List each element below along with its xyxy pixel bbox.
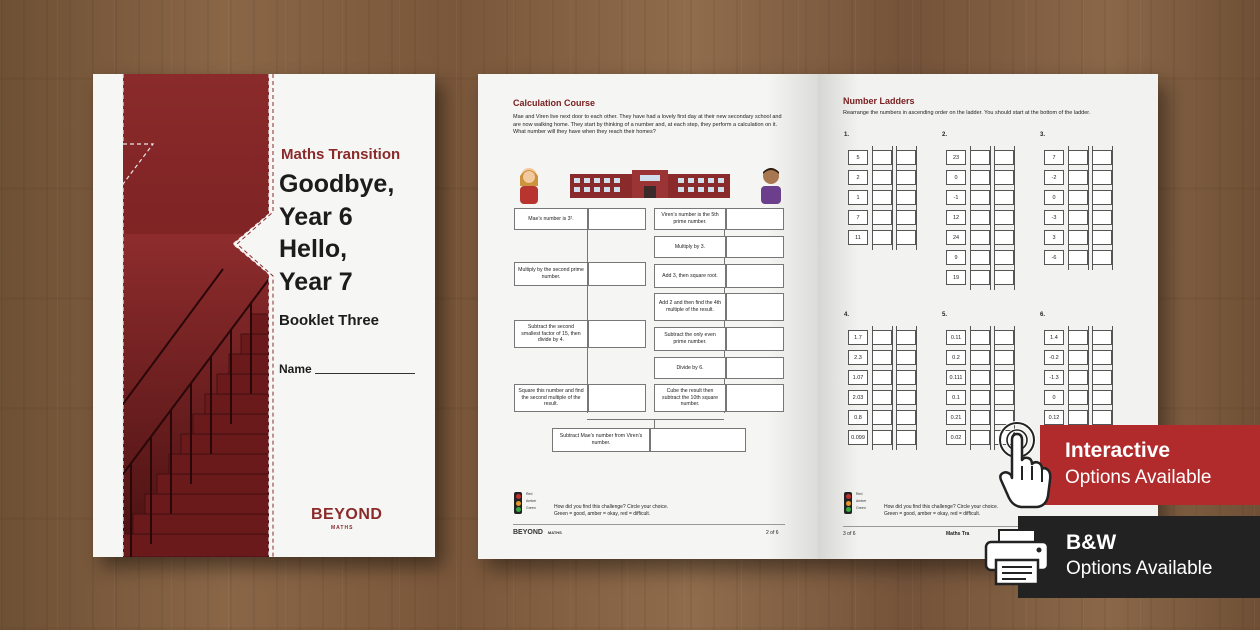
ladder-rung[interactable] bbox=[896, 150, 916, 165]
ladder-rung[interactable] bbox=[872, 370, 892, 385]
ladder-rung[interactable] bbox=[994, 350, 1014, 365]
badge-title: B&W bbox=[1066, 531, 1117, 554]
answer-box[interactable] bbox=[726, 327, 784, 351]
ladder-rung[interactable] bbox=[970, 190, 990, 205]
ladder-number: 4. bbox=[844, 312, 850, 318]
ladder-rung[interactable] bbox=[896, 350, 916, 365]
ladder-value: 24 bbox=[946, 230, 966, 245]
viren-step: Viren’s number is the 5th prime number. bbox=[654, 208, 726, 230]
ladder-rung[interactable] bbox=[1092, 170, 1112, 185]
viren-step: Divide by 6. bbox=[654, 357, 726, 379]
cover-title-line: Goodbye, bbox=[279, 170, 395, 198]
ladder-rung[interactable] bbox=[896, 190, 916, 205]
ladder-rung[interactable] bbox=[970, 150, 990, 165]
ladder-rung[interactable] bbox=[994, 150, 1014, 165]
ladder-rung[interactable] bbox=[970, 250, 990, 265]
ladder-rung[interactable] bbox=[1068, 170, 1088, 185]
ladder-rung[interactable] bbox=[872, 350, 892, 365]
ladder-value: 1.07 bbox=[848, 370, 868, 385]
ladder-rung[interactable] bbox=[1068, 210, 1088, 225]
ladder-rail bbox=[1014, 146, 1015, 290]
ladder-rung[interactable] bbox=[1092, 410, 1112, 425]
ladder-rail bbox=[892, 326, 893, 450]
mae-step: Multiply by the second prime number. bbox=[514, 262, 588, 286]
traffic-label-red: Red bbox=[526, 492, 533, 496]
viren-step: Add 3, then square root. bbox=[654, 264, 726, 288]
flow-connector bbox=[654, 419, 655, 428]
ladder-number: 3. bbox=[1040, 132, 1046, 138]
traffic-label-amber: Amber bbox=[856, 499, 867, 503]
ladder-value: 0.8 bbox=[848, 410, 868, 425]
ladder-value: 2 bbox=[848, 170, 868, 185]
ladder-number: 2. bbox=[942, 132, 948, 138]
ladder-rung[interactable] bbox=[970, 390, 990, 405]
ladder-rung[interactable] bbox=[970, 370, 990, 385]
traffic-label-red: Red bbox=[856, 492, 863, 496]
page-title: Calculation Course bbox=[513, 98, 596, 108]
ladder-rung[interactable] bbox=[872, 230, 892, 245]
ladder-rung[interactable] bbox=[994, 190, 1014, 205]
ladder-value: 0 bbox=[1044, 190, 1064, 205]
ladder-rung[interactable] bbox=[1092, 230, 1112, 245]
ladder-value: -1.3 bbox=[1044, 370, 1064, 385]
ladder-rung[interactable] bbox=[994, 250, 1014, 265]
interactive-options-badge[interactable] bbox=[1040, 425, 1260, 505]
cover-name-line bbox=[315, 373, 415, 374]
ladder-rung[interactable] bbox=[896, 170, 916, 185]
ladder-rung[interactable] bbox=[896, 390, 916, 405]
ladder-value: 0.21 bbox=[946, 410, 966, 425]
footer-key: Green = good, amber = okay, red = difficult. bbox=[884, 511, 981, 517]
ladder-value: 9 bbox=[946, 250, 966, 265]
traffic-label-green: Green bbox=[526, 506, 536, 510]
ladder-value: 23 bbox=[946, 150, 966, 165]
ladder-number: 1. bbox=[844, 132, 850, 138]
traffic-label-green: Green bbox=[856, 506, 866, 510]
school-illustration bbox=[570, 170, 730, 198]
ladder-rung[interactable] bbox=[970, 210, 990, 225]
footer-question: How did you find this challenge? Circle your choice. bbox=[884, 504, 999, 510]
ladder-rung[interactable] bbox=[970, 430, 990, 445]
ladder-rail bbox=[892, 146, 893, 250]
answer-box[interactable] bbox=[650, 428, 746, 452]
mae-step: Square this number and find the second multiple of the result. bbox=[514, 384, 588, 412]
mae-illustration bbox=[514, 164, 544, 204]
answer-box[interactable] bbox=[588, 208, 646, 230]
ladder-rung[interactable] bbox=[872, 170, 892, 185]
ladder-rung[interactable] bbox=[872, 210, 892, 225]
ladder-rung[interactable] bbox=[1068, 350, 1088, 365]
answer-box[interactable] bbox=[588, 384, 646, 412]
ladder-value: -3 bbox=[1044, 210, 1064, 225]
cover-title-line: Year 6 bbox=[279, 202, 353, 231]
ladder-rung[interactable] bbox=[872, 390, 892, 405]
ladder-rung[interactable] bbox=[994, 230, 1014, 245]
ladder-number: 5. bbox=[942, 312, 948, 318]
footer-logo-text: BEYOND bbox=[513, 529, 543, 536]
bw-options-badge[interactable] bbox=[1018, 516, 1260, 598]
ladder-rung[interactable] bbox=[896, 230, 916, 245]
cover-booklet-number: Booklet Three bbox=[279, 312, 380, 329]
ladder-rung[interactable] bbox=[1068, 150, 1088, 165]
answer-box[interactable] bbox=[726, 384, 784, 412]
answer-box[interactable] bbox=[726, 208, 784, 230]
viren-illustration bbox=[756, 164, 786, 204]
ladder-rail bbox=[1112, 146, 1113, 270]
ladder-rail bbox=[1112, 326, 1113, 430]
ladder-value: 0.111 bbox=[946, 370, 966, 385]
answer-box[interactable] bbox=[726, 264, 784, 288]
ladder-rung[interactable] bbox=[896, 370, 916, 385]
ladder-value: 0.1 bbox=[946, 390, 966, 405]
ladder-value: 0.099 bbox=[848, 430, 868, 445]
cover-title bbox=[279, 168, 429, 298]
ladder-rail bbox=[916, 146, 917, 250]
ladder-value: 7 bbox=[848, 210, 868, 225]
ladder-rung[interactable] bbox=[1092, 250, 1112, 265]
ladder-value: 1.4 bbox=[1044, 330, 1064, 345]
footer-question: How did you find this challenge? Circle your choice. bbox=[554, 504, 669, 510]
ladder-value: 3 bbox=[1044, 230, 1064, 245]
ladder-value: 1 bbox=[848, 190, 868, 205]
page-title: Number Ladders bbox=[843, 96, 915, 106]
ladder-rail bbox=[990, 146, 991, 290]
ladder-rung[interactable] bbox=[1068, 230, 1088, 245]
ladder-rung[interactable] bbox=[1092, 210, 1112, 225]
ladder-value: 0.2 bbox=[946, 350, 966, 365]
ladder-rung[interactable] bbox=[970, 170, 990, 185]
ladder-rung[interactable] bbox=[872, 190, 892, 205]
ladder-rung[interactable] bbox=[1092, 150, 1112, 165]
footer-logo-sub: MATHS bbox=[547, 530, 562, 535]
ladder-rung[interactable] bbox=[994, 210, 1014, 225]
ladder-rung[interactable] bbox=[872, 410, 892, 425]
booklet-cover bbox=[93, 74, 435, 557]
footer-right-label: Maths Tra bbox=[946, 531, 970, 537]
ladder-rung[interactable] bbox=[1068, 330, 1088, 345]
staircase-photo bbox=[123, 74, 269, 557]
footer-logo bbox=[513, 529, 562, 536]
cover-title-line: Year 7 bbox=[279, 267, 353, 296]
ladder-value: 19 bbox=[946, 270, 966, 285]
ladder-rung[interactable] bbox=[1068, 410, 1088, 425]
ladder-rung[interactable] bbox=[896, 330, 916, 345]
ladder-rung[interactable] bbox=[970, 230, 990, 245]
page-calculation-course bbox=[478, 74, 818, 559]
ladder-value: 7 bbox=[1044, 150, 1064, 165]
ladder-value: -6 bbox=[1044, 250, 1064, 265]
ladder-value: 0.02 bbox=[946, 430, 966, 445]
ladder-rung[interactable] bbox=[1092, 350, 1112, 365]
ladder-rail bbox=[1088, 326, 1089, 430]
ladder-rung[interactable] bbox=[970, 410, 990, 425]
ladder-value: 2.03 bbox=[848, 390, 868, 405]
viren-step: Add 2 and then find the 4th multiple of the result. bbox=[654, 293, 726, 321]
viren-step: Multiply by 3. bbox=[654, 236, 726, 258]
ladder-value: 5 bbox=[848, 150, 868, 165]
ladder-rung[interactable] bbox=[872, 150, 892, 165]
traffic-label-amber: Amber bbox=[526, 499, 537, 503]
ladder-value: 11 bbox=[848, 230, 868, 245]
ladder-rung[interactable] bbox=[1068, 390, 1088, 405]
ladder-value: 0 bbox=[1044, 390, 1064, 405]
ladder-number: 6. bbox=[1040, 312, 1046, 318]
viren-step: Cube the result then subtract the 10th square number. bbox=[654, 384, 726, 412]
footer-divider bbox=[513, 524, 785, 525]
viren-step: Subtract the only even prime number. bbox=[654, 327, 726, 351]
ladder-rung[interactable] bbox=[1092, 390, 1112, 405]
ladder-rung[interactable] bbox=[896, 430, 916, 445]
ladder-value: -1 bbox=[946, 190, 966, 205]
badge-subtitle: Options Available bbox=[1065, 467, 1212, 488]
ladder-rung[interactable] bbox=[896, 210, 916, 225]
mae-step: Subtract the second smallest factor of 15, then divide by 4. bbox=[514, 320, 588, 348]
mae-step: Mae’s number is 3². bbox=[514, 208, 588, 230]
ladder-rung[interactable] bbox=[970, 350, 990, 365]
ladder-rung[interactable] bbox=[896, 410, 916, 425]
ladder-rung[interactable] bbox=[994, 390, 1014, 405]
ladder-value: -2 bbox=[1044, 170, 1064, 185]
page-number: 3 of 6 bbox=[843, 531, 856, 537]
ladder-value: 2.3 bbox=[848, 350, 868, 365]
ladder-rung[interactable] bbox=[994, 170, 1014, 185]
beyond-logo: BEYOND bbox=[311, 506, 383, 523]
cover-name-label: Name bbox=[279, 362, 312, 376]
ladder-rung[interactable] bbox=[970, 270, 990, 285]
touch-hand-icon bbox=[995, 420, 1057, 510]
answer-box[interactable] bbox=[726, 236, 784, 258]
ladder-rung[interactable] bbox=[994, 270, 1014, 285]
badge-title: Interactive bbox=[1065, 439, 1171, 462]
cover-photo-band bbox=[123, 74, 269, 557]
footer-key: Green = good, amber = okay, red = difficult. bbox=[554, 511, 651, 517]
badge-subtitle: Options Available bbox=[1066, 558, 1213, 579]
ladder-rung[interactable] bbox=[1092, 370, 1112, 385]
page-intro: Mae and Viren live next door to each other. They have had a lovely first day at their new secondary school and are now walking home. They start by thinking of a number and, at each step, they perform a calculation on it. What number will they have when they reach their homes? bbox=[513, 114, 782, 136]
ladder-rung[interactable] bbox=[994, 330, 1014, 345]
page-number: 2 of 6 bbox=[766, 530, 779, 536]
ladder-value: 0 bbox=[946, 170, 966, 185]
ladder-rail bbox=[990, 326, 991, 450]
traffic-light-icon bbox=[844, 492, 852, 514]
ladder-value: 1.7 bbox=[848, 330, 868, 345]
ladder-rung[interactable] bbox=[970, 330, 990, 345]
answer-box[interactable] bbox=[726, 293, 784, 321]
printer-icon bbox=[982, 528, 1052, 586]
answer-box[interactable] bbox=[726, 357, 784, 379]
ladder-rung[interactable] bbox=[1068, 370, 1088, 385]
page-instructions: Rearrange the numbers in ascending order on the ladder. You should start at the bottom of the ladder. bbox=[843, 110, 1091, 116]
ladder-value: 12 bbox=[946, 210, 966, 225]
flow-connector bbox=[587, 419, 724, 420]
ladder-rail bbox=[916, 326, 917, 450]
answer-box[interactable] bbox=[588, 320, 646, 348]
final-step: Subtract Mae’s number from Viren’s number. bbox=[552, 428, 650, 452]
ladder-value: -0.2 bbox=[1044, 350, 1064, 365]
ladder-rung[interactable] bbox=[1068, 190, 1088, 205]
beyond-logo-sub: MATHS bbox=[331, 525, 354, 531]
ladder-rung[interactable] bbox=[872, 330, 892, 345]
answer-box[interactable] bbox=[588, 262, 646, 286]
ladder-rung[interactable] bbox=[872, 430, 892, 445]
traffic-light-icon bbox=[514, 492, 522, 514]
cover-title-line: Hello, bbox=[279, 235, 348, 263]
ladder-rail bbox=[1088, 146, 1089, 270]
ladder-rung[interactable] bbox=[994, 370, 1014, 385]
ladder-value: 0.11 bbox=[946, 330, 966, 345]
ladder-value: 0.12 bbox=[1044, 410, 1064, 425]
ladder-rung[interactable] bbox=[1068, 250, 1088, 265]
ladder-rung[interactable] bbox=[1092, 330, 1112, 345]
cover-subtitle: Maths Transition bbox=[281, 146, 401, 163]
ladder-rung[interactable] bbox=[1092, 190, 1112, 205]
